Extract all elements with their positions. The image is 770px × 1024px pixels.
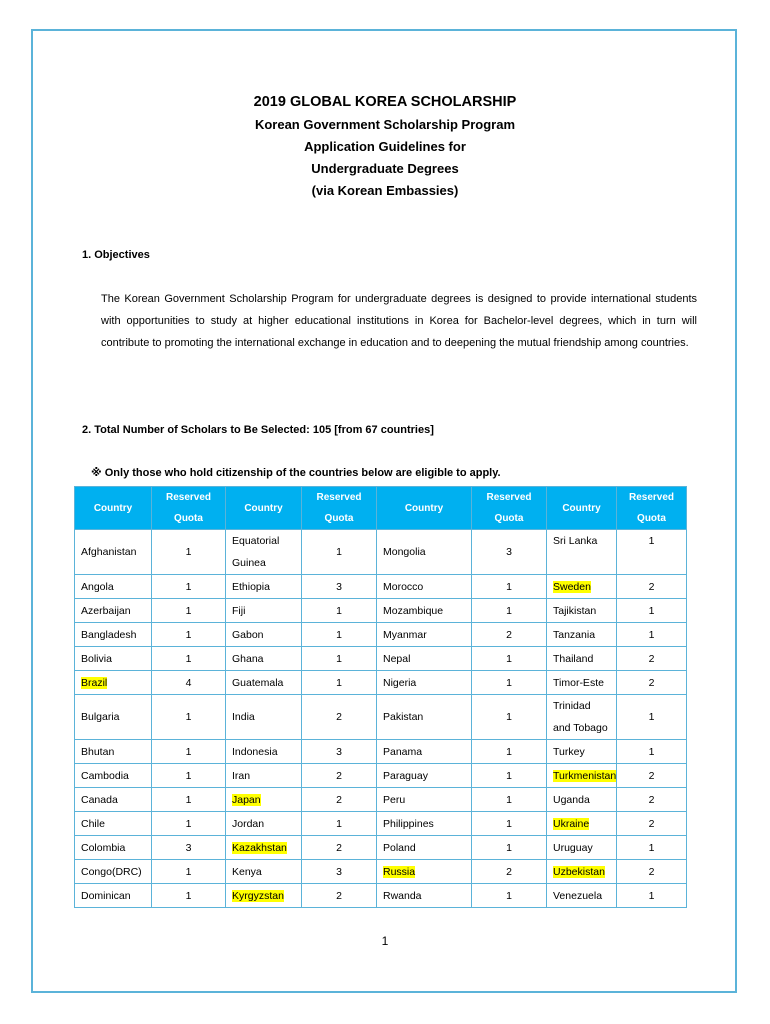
quota-cell: 2 [302, 764, 377, 788]
country-name: Turkey [553, 745, 585, 758]
quota-cell: 1 [152, 740, 226, 764]
country-cell [75, 647, 152, 671]
country-name-highlighted: Russia [383, 865, 416, 878]
country-cell [547, 812, 617, 836]
quota-cell: 2 [302, 884, 377, 908]
table-row [75, 599, 687, 623]
table-row [75, 884, 687, 908]
country-name: Cambodia [81, 769, 129, 782]
country-cell [226, 836, 302, 860]
table-row [75, 860, 687, 884]
quota-cell: 1 [302, 812, 377, 836]
country-cell [377, 647, 472, 671]
country-cell [75, 530, 152, 575]
country-cell [226, 671, 302, 695]
country-cell [75, 812, 152, 836]
quota-cell: 1 [152, 530, 226, 575]
country-name: Rwanda [383, 889, 422, 902]
country-name: Mongolia [383, 546, 426, 558]
country-name: Uganda [553, 793, 590, 806]
subtitle-guidelines: Application Guidelines for [304, 139, 466, 154]
total-scholars-heading: 2. Total Number of Scholars to Be Selected: 105 [from 67 countries] [82, 424, 434, 436]
country-name-highlighted: Turkmenistan [553, 769, 617, 782]
quota-cell: 2 [302, 695, 377, 740]
country-cell [75, 740, 152, 764]
country-name-highlighted: Japan [232, 793, 261, 806]
objectives-heading: 1. Objectives [82, 249, 150, 261]
country-cell [547, 764, 617, 788]
country-name: Tajikistan [553, 604, 597, 617]
subtitle-degrees: Undergraduate Degrees [311, 161, 459, 176]
country-name: Panama [383, 745, 423, 758]
country-name: Jordan [232, 817, 265, 830]
country-name: Ethiopia [232, 580, 270, 593]
country-name: Colombia [81, 841, 126, 854]
country-cell [377, 599, 472, 623]
country-cell [547, 623, 617, 647]
country-name: Ghana [232, 652, 264, 665]
country-name: Peru [383, 793, 406, 806]
table-row [75, 740, 687, 764]
country-cell [226, 788, 302, 812]
country-cell [377, 764, 472, 788]
country-cell [547, 788, 617, 812]
eligibility-note: ※ Only those who hold citizenship of the countries below are eligible to apply. [91, 467, 501, 479]
country-name: Paraguay [383, 769, 428, 782]
quota-cell: 1 [472, 575, 547, 599]
country-name: Angola [81, 580, 114, 593]
country-cell [377, 740, 472, 764]
table-row [75, 695, 687, 740]
table-row [75, 764, 687, 788]
country-cell [377, 623, 472, 647]
quota-cell: 1 [302, 530, 377, 575]
quota-cell: 1 [617, 599, 687, 623]
country-cell [226, 812, 302, 836]
quota-cell: 1 [152, 647, 226, 671]
country-name: Poland [383, 841, 416, 854]
country-name: Bangladesh [81, 628, 137, 641]
country-cell [226, 884, 302, 908]
quota-cell: 2 [617, 671, 687, 695]
country-name: Bulgaria [81, 711, 120, 723]
table-row [75, 575, 687, 599]
quota-cell: 1 [472, 764, 547, 788]
country-cell [377, 812, 472, 836]
country-cell [377, 836, 472, 860]
quota-cell: 3 [302, 860, 377, 884]
country-name-highlighted: Kazakhstan [232, 841, 287, 854]
quota-cell: 1 [152, 623, 226, 647]
country-cell [377, 530, 472, 575]
quota-cell: 1 [472, 836, 547, 860]
country-cell [226, 860, 302, 884]
country-name: Iran [232, 769, 251, 782]
country-cell [226, 623, 302, 647]
country-name-cont: Guinea [232, 557, 266, 569]
country-cell [377, 695, 472, 740]
country-name: Timor-Este [553, 676, 604, 689]
country-name-highlighted: Sweden [553, 580, 591, 593]
quota-cell: 1 [617, 884, 687, 908]
country-name: Myanmar [383, 628, 427, 641]
country-cell [547, 575, 617, 599]
country-name-cont: and Tobago [553, 722, 608, 734]
country-name: Bhutan [81, 745, 115, 758]
quota-cell: 1 [302, 647, 377, 671]
country-name-highlighted: Uzbekistan [553, 865, 605, 878]
quota-cell: 1 [302, 623, 377, 647]
quota-cell: 1 [617, 740, 687, 764]
quota-cell: 3 [302, 575, 377, 599]
country-cell [547, 740, 617, 764]
country-cell [547, 647, 617, 671]
country-cell [75, 884, 152, 908]
quota-cell: 1 [302, 599, 377, 623]
quota-cell: 2 [472, 860, 547, 884]
country-cell [226, 764, 302, 788]
header-quota: Quota [637, 513, 666, 524]
country-name: Canada [81, 793, 118, 806]
country-cell [226, 695, 302, 740]
country-cell [75, 695, 152, 740]
table-row [75, 836, 687, 860]
country-cell [377, 671, 472, 695]
page-number: 1 [381, 934, 389, 948]
country-cell [547, 836, 617, 860]
quota-cell: 1 [617, 695, 687, 740]
country-name: Fiji [232, 604, 246, 617]
quota-cell: 1 [152, 860, 226, 884]
header-country: Country [377, 487, 472, 530]
subtitle-program: Korean Government Scholarship Program [254, 117, 516, 132]
quota-cell: 4 [152, 671, 226, 695]
country-cell [226, 530, 302, 575]
country-cell [226, 575, 302, 599]
header-reserved: Reserved [316, 492, 362, 503]
country-name: Nepal [383, 652, 411, 665]
quota-cell: 2 [617, 812, 687, 836]
header-reserved: Reserved [486, 492, 532, 503]
country-name: Azerbaijan [81, 604, 131, 617]
country-cell [75, 788, 152, 812]
country-name: Afghanistan [81, 546, 137, 558]
country-cell [377, 860, 472, 884]
quota-cell: 1 [302, 671, 377, 695]
quota-cell: 2 [617, 647, 687, 671]
quota-cell: 1 [617, 623, 687, 647]
country-cell [377, 884, 472, 908]
country-cell [75, 623, 152, 647]
country-name: Gabon [232, 628, 264, 641]
quota-cell: 2 [302, 836, 377, 860]
document-title: 2019 GLOBAL KOREA SCHOLARSHIP [253, 94, 517, 110]
objectives-paragraph: The Korean Government Scholarship Program for undergraduate degrees is designed to provide international students with opportunities to study at higher educational institutions in Korea for Bachelor-level degrees, which in turn will contribute to promoting the international exchange in education and to deepening the mutual friendship among countries. [101, 293, 697, 349]
quota-cell: 1 [472, 647, 547, 671]
quota-cell: 1 [617, 530, 687, 575]
quota-cell: 1 [152, 695, 226, 740]
quota-cell: 3 [472, 530, 547, 575]
country-name-highlighted: Kyrgyzstan [232, 889, 284, 902]
header-reserved: Reserved [165, 492, 212, 503]
quota-cell: 3 [302, 740, 377, 764]
quota-cell: 1 [472, 599, 547, 623]
country-cell [547, 599, 617, 623]
quota-cell: 2 [617, 575, 687, 599]
quota-cell: 1 [617, 836, 687, 860]
header-country: Country [226, 487, 302, 530]
quota-cell: 1 [152, 884, 226, 908]
table-row [75, 623, 687, 647]
country-name: Philippines [383, 817, 434, 830]
country-name: India [232, 711, 255, 723]
table-row [75, 812, 687, 836]
country-cell [547, 695, 617, 740]
country-cell [547, 884, 617, 908]
quota-cell: 1 [472, 740, 547, 764]
quota-table [74, 486, 687, 908]
header-reserved-quota [617, 487, 687, 530]
country-name: Kenya [232, 865, 262, 878]
country-name: Pakistan [383, 711, 424, 723]
table-row [75, 671, 687, 695]
country-cell [75, 671, 152, 695]
country-cell [377, 575, 472, 599]
country-name: Equatorial [232, 535, 280, 547]
quota-cell: 1 [152, 788, 226, 812]
header-quota: Quota [174, 513, 203, 524]
quota-cell: 1 [152, 764, 226, 788]
header-reserved: Reserved [628, 492, 675, 503]
country-cell [75, 599, 152, 623]
header-country: Country [75, 487, 152, 530]
quota-cell: 2 [617, 764, 687, 788]
quota-cell: 1 [152, 812, 226, 836]
title-block [0, 92, 770, 202]
country-name: Tanzania [553, 628, 596, 641]
country-cell [226, 740, 302, 764]
table-row [75, 788, 687, 812]
subtitle-embassies: (via Korean Embassies) [311, 183, 459, 198]
quota-cell: 2 [472, 623, 547, 647]
country-name-highlighted: Brazil [81, 676, 108, 689]
country-cell [75, 860, 152, 884]
country-cell [377, 788, 472, 812]
header-reserved-quota [152, 487, 226, 530]
country-name: Mozambique [383, 604, 444, 617]
quota-cell: 1 [472, 671, 547, 695]
header-quota: Quota [324, 513, 354, 524]
quota-cell: 2 [302, 788, 377, 812]
country-name: Sri Lanka [553, 535, 598, 547]
header-country: Country [547, 487, 617, 530]
country-cell [75, 575, 152, 599]
country-name: Bolivia [81, 652, 112, 665]
country-cell [75, 764, 152, 788]
country-name: Morocco [383, 580, 424, 593]
country-name: Dominican [81, 889, 131, 902]
country-name: Chile [81, 817, 105, 830]
quota-cell: 1 [152, 575, 226, 599]
country-cell [547, 530, 617, 575]
country-name: Nigeria [383, 676, 417, 689]
quota-cell: 2 [617, 788, 687, 812]
quota-cell: 1 [152, 599, 226, 623]
header-quota: Quota [494, 513, 524, 524]
country-name: Venezuela [553, 889, 603, 902]
header-reserved-quota [472, 487, 547, 530]
country-cell [75, 836, 152, 860]
quota-cell: 2 [617, 860, 687, 884]
country-name: Trinidad [553, 700, 591, 712]
quota-cell: 1 [472, 812, 547, 836]
quota-cell: 1 [472, 695, 547, 740]
country-name: Indonesia [232, 745, 278, 758]
country-cell [547, 671, 617, 695]
country-name: Uruguay [553, 841, 593, 854]
table-header-row [75, 487, 687, 530]
table-row [75, 530, 687, 575]
table-row [75, 647, 687, 671]
country-name: Guatemala [232, 676, 284, 689]
country-cell [226, 647, 302, 671]
quota-cell: 1 [472, 884, 547, 908]
country-name: Congo(DRC) [81, 865, 142, 878]
country-cell [226, 599, 302, 623]
header-reserved-quota [302, 487, 377, 530]
country-cell [547, 860, 617, 884]
quota-cell: 3 [152, 836, 226, 860]
quota-cell: 1 [472, 788, 547, 812]
country-name: Thailand [553, 652, 594, 665]
country-name-highlighted: Ukraine [553, 817, 590, 830]
